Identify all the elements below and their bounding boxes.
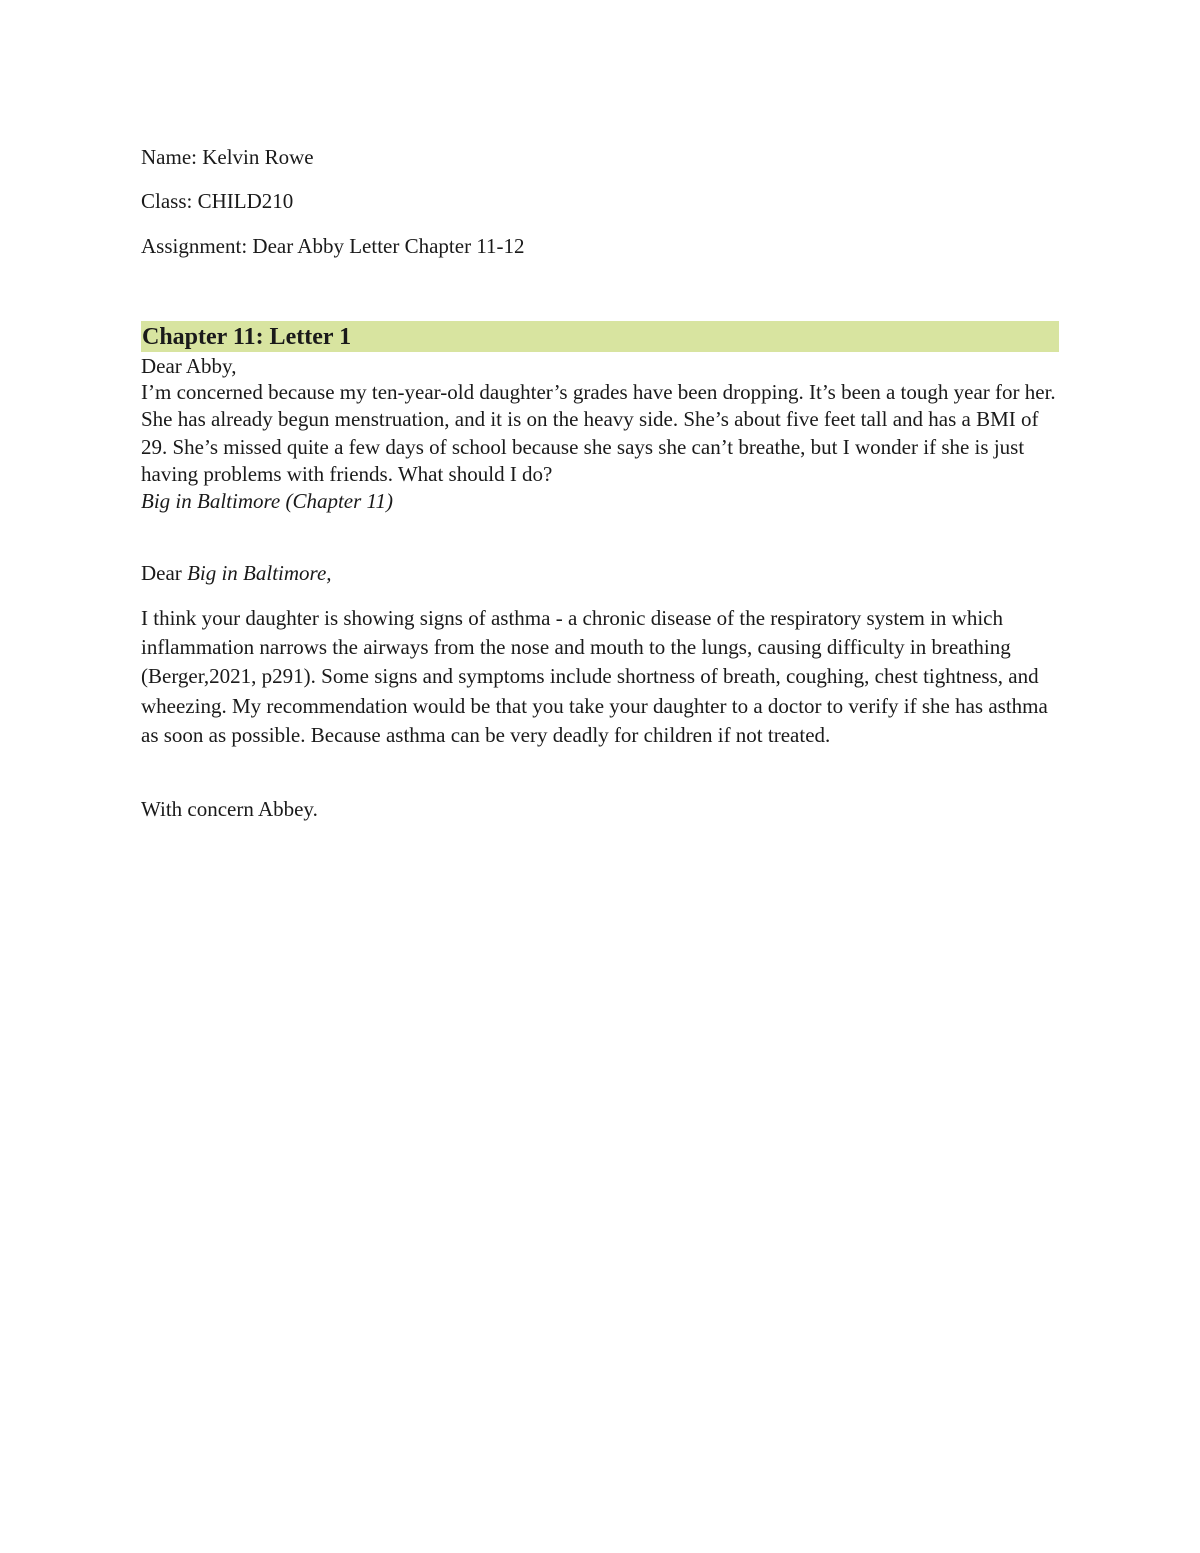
- chapter-heading: Chapter 11: Letter 1: [142, 324, 352, 350]
- letter-greeting: Dear Abby,: [141, 354, 237, 378]
- reply-signoff: With concern Abbey.: [141, 797, 318, 821]
- student-name: Name: Kelvin Rowe: [141, 145, 314, 169]
- class-name: Class: CHILD210: [141, 189, 294, 213]
- reply-greeting: [141, 560, 332, 586]
- reply-greeting-name: Big in Baltimore,: [187, 561, 332, 585]
- letter-signoff: Big in Baltimore (Chapter 11): [141, 489, 393, 513]
- reply-body: I think your daughter is showing signs of asthma - a chronic disease of the respiratory system in which inflammation narrows the airways from the nose and mouth to the lungs, causing difficulty in breathing (Berger,2021, p291). Some signs and symptoms include shortness of breath, coughing, chest tightness, and wheezing. My recommendation would be that you take your daughter to a doctor to verify if she has asthma as soon as possible. Because asthma can be very deadly for children if not treated.: [141, 606, 1048, 747]
- assignment-title: Assignment: Dear Abby Letter Chapter 11-12: [141, 234, 525, 258]
- letter-body: I’m concerned because my ten-year-old daughter’s grades have been dropping. It’s been a tough year for her. She has already begun menstruation, and it is on the heavy side. She’s about five feet tall and has a BMI of 29. She’s missed quite a few days of school because she says she can’t breathe, but I wonder if she is just having problems with friends. What should I do?: [141, 380, 1056, 486]
- reply-greeting-prefix: Dear: [141, 561, 182, 585]
